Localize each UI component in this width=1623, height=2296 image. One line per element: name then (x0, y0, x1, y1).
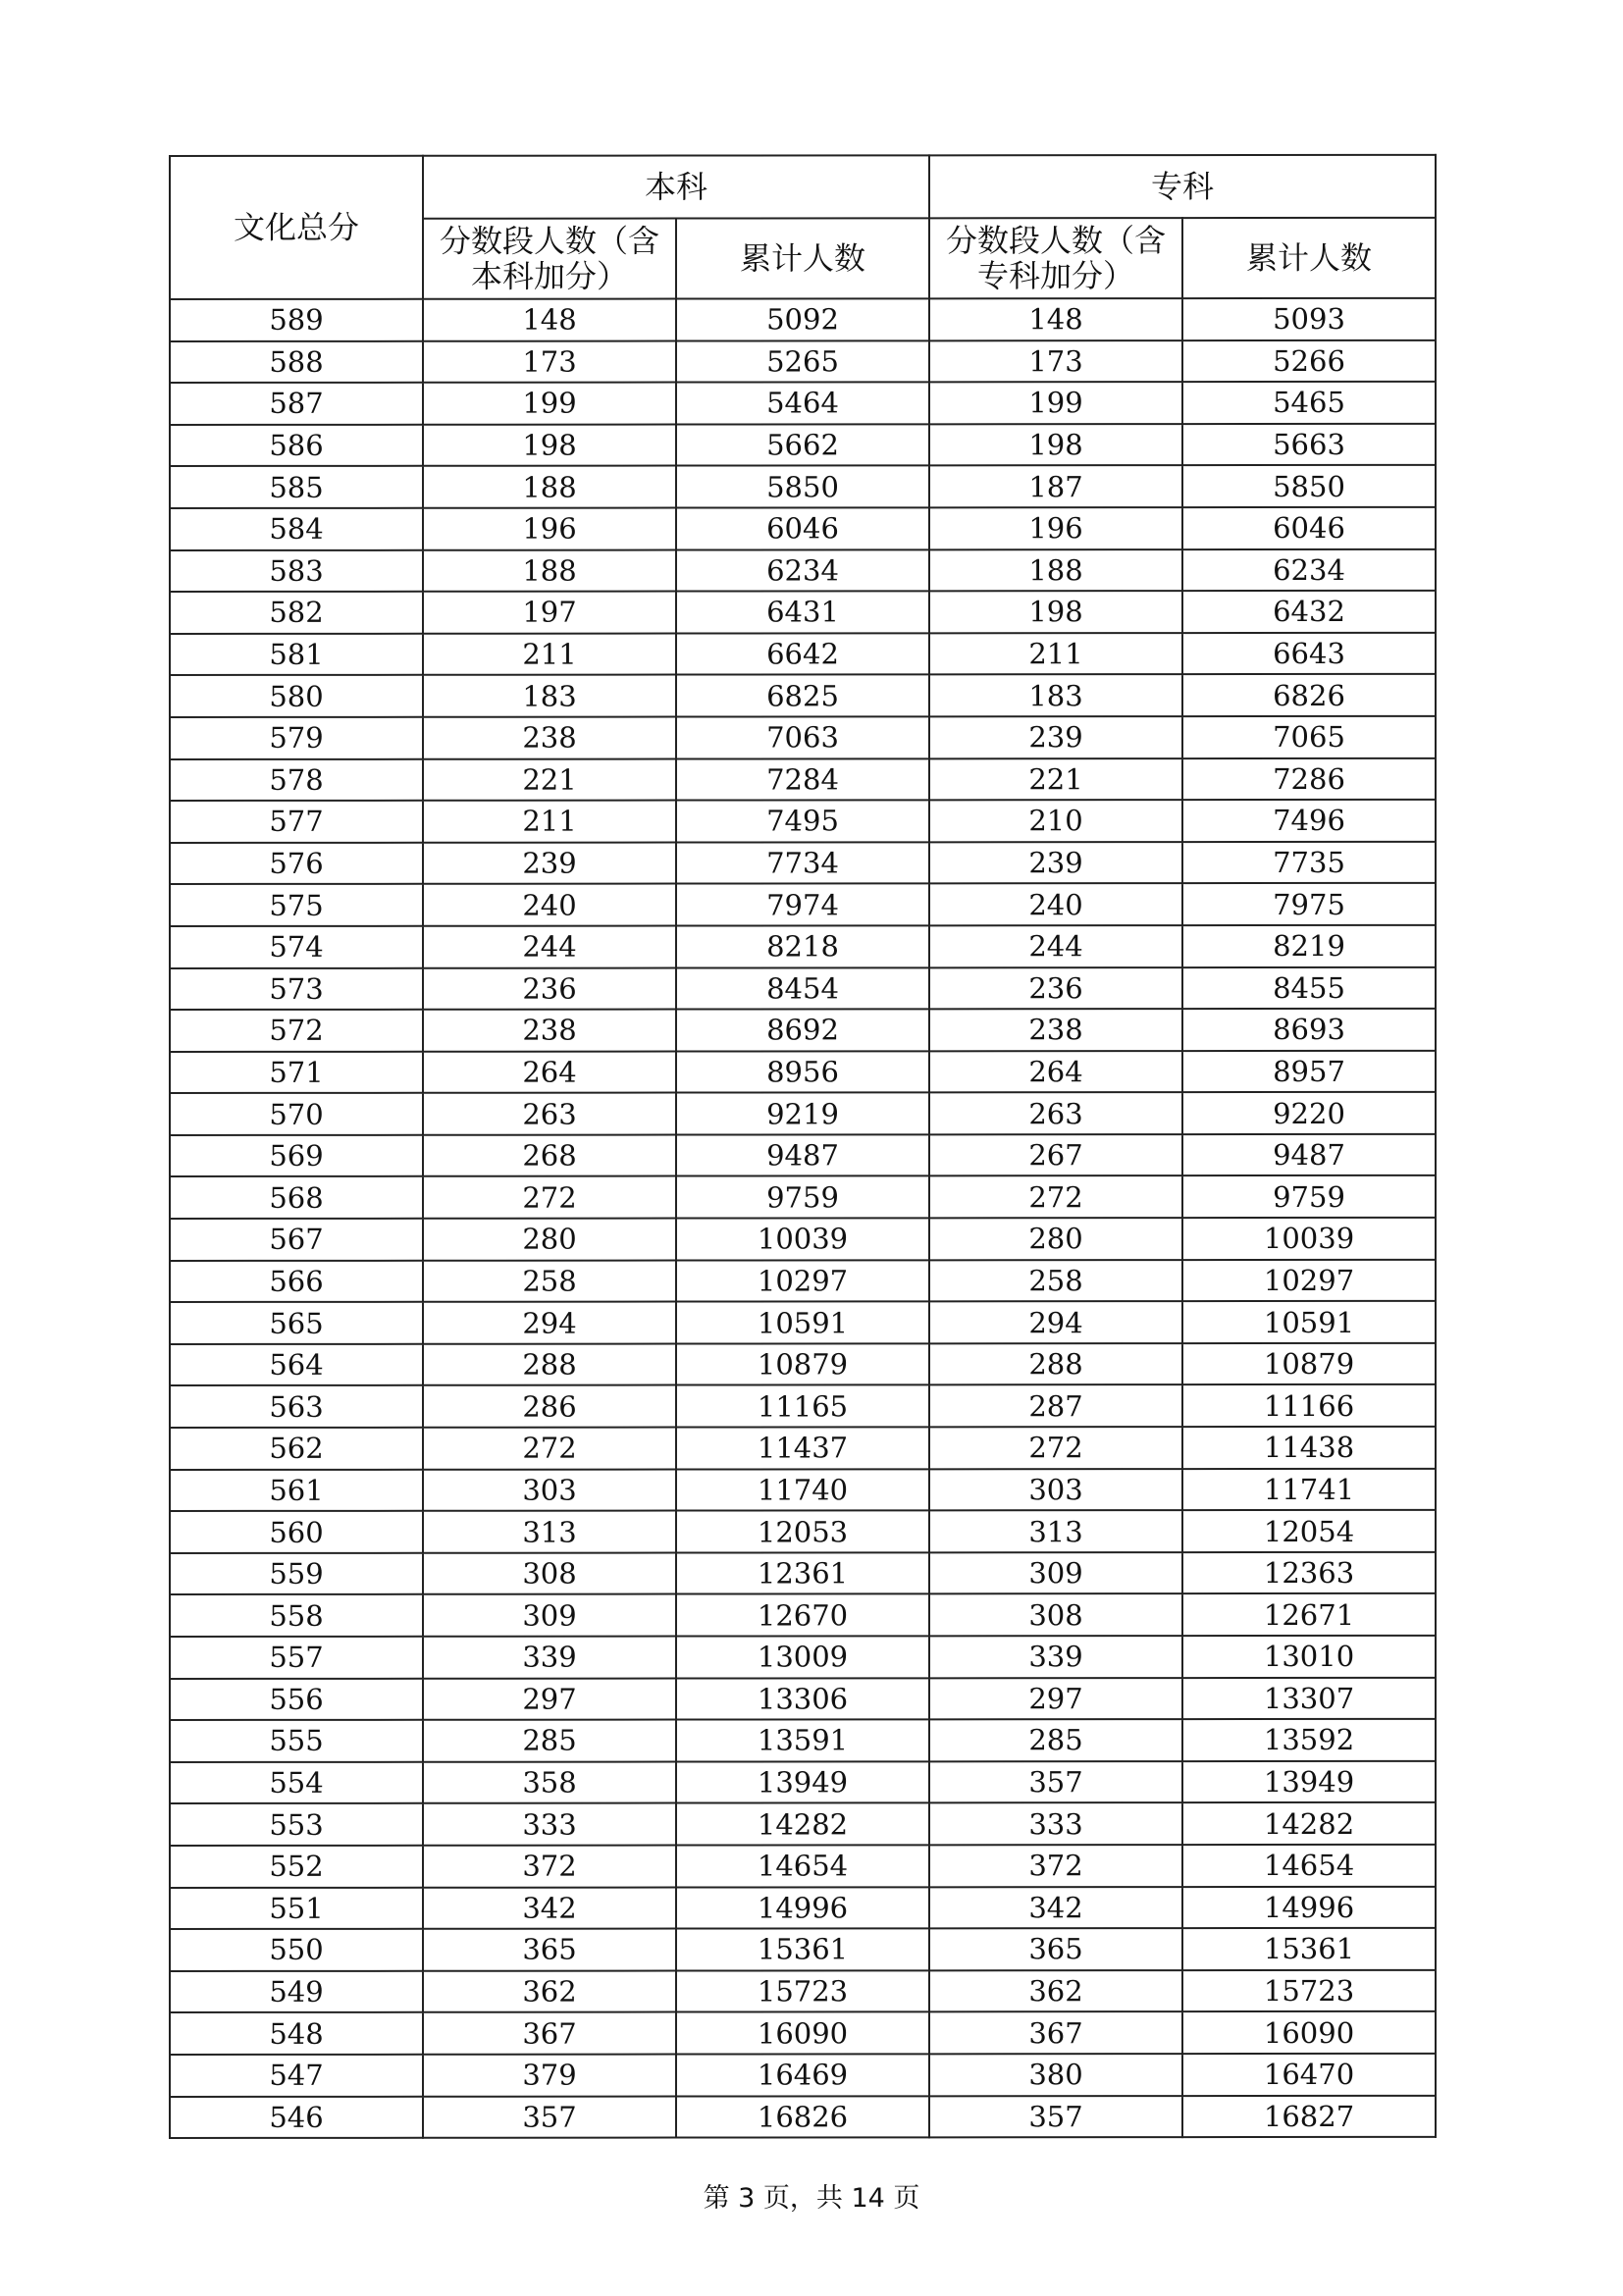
undergrad-segment-cell: 280 (423, 1219, 676, 1261)
table-row (170, 1970, 1436, 2013)
undergrad-cumulative-cell: 16826 (676, 2096, 929, 2138)
junior-cumulative-cell: 11741 (1182, 1468, 1436, 1510)
junior-cumulative-cell: 7065 (1182, 716, 1436, 758)
undergrad-segment-cell: 239 (423, 842, 676, 884)
undergrad-segment-cell: 211 (423, 801, 676, 843)
junior-segment-cell: 221 (929, 758, 1182, 801)
score-cell: 568 (170, 1176, 423, 1219)
table-row (170, 1719, 1436, 1762)
undergrad-segment-cell: 264 (423, 1051, 676, 1093)
table-row (170, 842, 1436, 885)
table-row (170, 716, 1436, 759)
score-cell: 584 (170, 508, 423, 550)
undergrad-cumulative-cell: 6046 (676, 507, 929, 549)
junior-cumulative-cell: 14282 (1182, 1802, 1436, 1845)
table-row (170, 1051, 1436, 1094)
junior-cumulative-cell: 16090 (1182, 2011, 1436, 2054)
junior-segment-cell: 357 (929, 1761, 1182, 1803)
score-cell: 565 (170, 1302, 423, 1344)
undergrad-segment-cell: 183 (423, 675, 676, 717)
undergrad-segment-cell: 285 (423, 1720, 676, 1762)
score-cell: 549 (170, 1971, 423, 2013)
undergrad-cumulative-cell: 8956 (676, 1051, 929, 1093)
score-cell: 561 (170, 1469, 423, 1511)
table-row (170, 966, 1436, 1010)
undergrad-cumulative-cell: 13591 (676, 1720, 929, 1762)
table-row (170, 1092, 1436, 1135)
table-row (170, 1009, 1436, 1052)
undergrad-cumulative-cell: 14282 (676, 1803, 929, 1846)
undergrad-cumulative-cell: 7974 (676, 884, 929, 926)
junior-cumulative-cell: 5465 (1182, 382, 1436, 424)
score-cell: 586 (170, 425, 423, 467)
junior-segment-cell: 287 (929, 1385, 1182, 1428)
undergrad-segment-header-line2: 本科加分） (470, 257, 628, 295)
junior-cumulative-cell: 13592 (1182, 1719, 1436, 1761)
junior-cumulative-cell: 8219 (1182, 925, 1436, 967)
junior-segment-cell: 339 (929, 1636, 1182, 1678)
junior-cumulative-cell: 9220 (1182, 1092, 1436, 1134)
junior-segment-cell: 367 (929, 2011, 1182, 2054)
undergrad-cumulative-cell: 5265 (676, 340, 929, 383)
junior-cumulative-cell: 6046 (1182, 507, 1436, 549)
score-cell: 562 (170, 1428, 423, 1470)
undergrad-cumulative-header: 累计人数 (676, 218, 929, 298)
junior-segment-cell: 380 (929, 2054, 1182, 2096)
undergrad-segment-header (423, 219, 676, 299)
table-row (170, 1677, 1436, 1720)
junior-cumulative-cell: 9759 (1182, 1175, 1436, 1218)
undergrad-cumulative-cell: 16090 (676, 2012, 929, 2055)
junior-segment-cell: 309 (929, 1552, 1182, 1594)
junior-cumulative-cell: 6826 (1182, 674, 1436, 716)
junior-segment-cell: 238 (929, 1009, 1182, 1051)
undergrad-segment-cell: 272 (423, 1428, 676, 1470)
undergrad-cumulative-cell: 13306 (676, 1678, 929, 1720)
undergrad-segment-cell: 196 (423, 508, 676, 550)
undergrad-segment-cell: 221 (423, 758, 676, 801)
score-cell: 567 (170, 1219, 423, 1261)
score-cell: 563 (170, 1385, 423, 1428)
score-cell: 577 (170, 801, 423, 843)
undergrad-segment-cell: 286 (423, 1385, 676, 1428)
table-header (170, 155, 1436, 299)
table-row (170, 883, 1436, 926)
undergrad-cumulative-cell: 9759 (676, 1176, 929, 1219)
undergrad-cumulative-cell: 11165 (676, 1385, 929, 1428)
table-row (170, 800, 1436, 843)
undergrad-segment-cell: 211 (423, 633, 676, 675)
undergrad-segment-cell: 199 (423, 383, 676, 425)
undergrad-segment-cell: 238 (423, 716, 676, 758)
junior-cumulative-cell: 12671 (1182, 1593, 1436, 1636)
undergrad-cumulative-cell: 13009 (676, 1636, 929, 1678)
undergrad-segment-cell: 197 (423, 592, 676, 634)
score-cell: 555 (170, 1720, 423, 1762)
undergrad-segment-cell: 238 (423, 1010, 676, 1052)
junior-cumulative-header: 累计人数 (1182, 218, 1436, 298)
undergrad-segment-cell: 236 (423, 967, 676, 1010)
undergrad-cumulative-cell: 6431 (676, 591, 929, 633)
junior-segment-cell: 188 (929, 549, 1182, 592)
score-cell: 558 (170, 1594, 423, 1637)
undergrad-cumulative-cell: 7495 (676, 800, 929, 842)
score-cell: 569 (170, 1135, 423, 1177)
junior-segment-cell: 285 (929, 1719, 1182, 1761)
table-row (170, 1636, 1436, 1679)
undergrad-cumulative-cell: 8692 (676, 1009, 929, 1051)
page-number: 第 3 页，共 14 页 (703, 2183, 920, 2214)
junior-cumulative-cell: 10297 (1182, 1260, 1436, 1302)
junior-cumulative-cell: 8693 (1182, 1009, 1436, 1051)
score-cell: 575 (170, 884, 423, 926)
score-cell: 574 (170, 926, 423, 968)
junior-cumulative-cell: 7735 (1182, 842, 1436, 884)
score-cell: 550 (170, 1929, 423, 1971)
junior-cumulative-cell: 12054 (1182, 1510, 1436, 1552)
score-cell: 556 (170, 1678, 423, 1720)
undergrad-segment-cell: 263 (423, 1093, 676, 1135)
table-row (170, 298, 1436, 341)
undergrad-segment-cell: 365 (423, 1929, 676, 1971)
score-cell: 570 (170, 1093, 423, 1135)
junior-group-header: 专科 (929, 155, 1436, 218)
junior-cumulative-cell: 7496 (1182, 800, 1436, 842)
junior-segment-cell: 236 (929, 967, 1182, 1010)
junior-segment-cell: 365 (929, 1928, 1182, 1970)
undergrad-cumulative-cell: 8454 (676, 967, 929, 1010)
table-row (170, 674, 1436, 717)
undergrad-segment-cell: 303 (423, 1469, 676, 1511)
junior-cumulative-cell: 7286 (1182, 757, 1436, 800)
score-cell: 566 (170, 1260, 423, 1302)
score-cell: 587 (170, 383, 423, 425)
table-row (170, 633, 1436, 676)
junior-segment-cell: 308 (929, 1594, 1182, 1637)
score-cell: 572 (170, 1010, 423, 1052)
junior-cumulative-cell: 6234 (1182, 548, 1436, 591)
undergrad-cumulative-cell: 12670 (676, 1594, 929, 1637)
junior-segment-cell: 187 (929, 465, 1182, 507)
undergrad-cumulative-cell: 10591 (676, 1302, 929, 1344)
junior-segment-cell: 239 (929, 842, 1182, 884)
junior-segment-cell: 263 (929, 1092, 1182, 1134)
junior-segment-cell: 357 (929, 2096, 1182, 2138)
undergrad-segment-cell: 294 (423, 1302, 676, 1344)
junior-segment-cell: 297 (929, 1678, 1182, 1720)
undergrad-segment-cell: 358 (423, 1761, 676, 1803)
score-column-header: 文化总分 (170, 156, 423, 299)
junior-cumulative-cell: 16827 (1182, 2095, 1436, 2137)
junior-segment-cell: 333 (929, 1802, 1182, 1845)
undergrad-cumulative-cell: 14654 (676, 1845, 929, 1887)
table-row (170, 507, 1436, 550)
table-row (170, 548, 1436, 592)
junior-segment-cell: 272 (929, 1427, 1182, 1469)
undergrad-cumulative-cell: 14996 (676, 1887, 929, 1929)
table-row (170, 1175, 1436, 1219)
score-cell: 546 (170, 2096, 423, 2138)
score-cell: 548 (170, 2012, 423, 2055)
junior-cumulative-cell: 5266 (1182, 339, 1436, 382)
junior-segment-cell: 183 (929, 674, 1182, 716)
junior-cumulative-cell: 5663 (1182, 424, 1436, 466)
score-distribution-table (169, 154, 1437, 2139)
undergrad-cumulative-cell: 10039 (676, 1218, 929, 1260)
junior-segment-cell: 173 (929, 340, 1182, 383)
junior-segment-cell: 198 (929, 424, 1182, 466)
undergrad-segment-cell: 367 (423, 2012, 676, 2055)
undergrad-segment-cell: 288 (423, 1343, 676, 1385)
table-row (170, 1343, 1436, 1386)
undergrad-segment-cell: 297 (423, 1678, 676, 1720)
table-row (170, 382, 1436, 425)
table-row (170, 2011, 1436, 2055)
undergrad-segment-cell: 309 (423, 1594, 676, 1637)
junior-segment-cell: 148 (929, 298, 1182, 340)
junior-cumulative-cell: 6643 (1182, 633, 1436, 675)
junior-cumulative-cell: 10039 (1182, 1218, 1436, 1260)
junior-cumulative-cell: 11438 (1182, 1427, 1436, 1469)
score-cell: 589 (170, 299, 423, 341)
undergrad-cumulative-cell: 8218 (676, 925, 929, 967)
undergrad-cumulative-cell: 13949 (676, 1761, 929, 1803)
undergrad-group-header: 本科 (423, 155, 929, 218)
undergrad-segment-cell: 313 (423, 1511, 676, 1553)
undergrad-cumulative-cell: 5850 (676, 466, 929, 508)
undergrad-cumulative-cell: 9219 (676, 1093, 929, 1135)
score-cell: 576 (170, 842, 423, 884)
undergrad-segment-cell: 244 (423, 925, 676, 967)
undergrad-cumulative-cell: 10879 (676, 1343, 929, 1385)
score-cell: 580 (170, 675, 423, 717)
undergrad-cumulative-cell: 16469 (676, 2054, 929, 2096)
undergrad-cumulative-cell: 15723 (676, 1970, 929, 2012)
junior-segment-cell: 258 (929, 1260, 1182, 1302)
undergrad-segment-cell: 272 (423, 1176, 676, 1219)
junior-cumulative-cell: 14996 (1182, 1886, 1436, 1928)
undergrad-cumulative-cell: 9487 (676, 1134, 929, 1176)
undergrad-segment-cell: 240 (423, 884, 676, 926)
undergrad-cumulative-cell: 6825 (676, 675, 929, 717)
junior-cumulative-cell: 5093 (1182, 298, 1436, 340)
table-row (170, 1468, 1436, 1511)
junior-cumulative-cell: 10879 (1182, 1343, 1436, 1385)
score-cell: 559 (170, 1553, 423, 1595)
score-cell: 552 (170, 1846, 423, 1888)
junior-segment-cell: 313 (929, 1510, 1182, 1552)
undergrad-segment-cell: 173 (423, 340, 676, 383)
table-row (170, 1928, 1436, 1971)
junior-cumulative-cell: 8957 (1182, 1051, 1436, 1093)
junior-cumulative-cell: 7975 (1182, 883, 1436, 925)
junior-segment-cell: 199 (929, 382, 1182, 424)
junior-cumulative-cell: 9487 (1182, 1134, 1436, 1176)
score-cell: 551 (170, 1887, 423, 1929)
table-row (170, 1802, 1436, 1846)
table-row (170, 591, 1436, 634)
undergrad-cumulative-cell: 6642 (676, 633, 929, 675)
junior-segment-cell: 264 (929, 1051, 1182, 1093)
table-row (170, 1593, 1436, 1637)
undergrad-segment-header-line1: 分数段人数（含 (439, 222, 659, 260)
table-row (170, 1134, 1436, 1177)
junior-cumulative-cell: 15361 (1182, 1928, 1436, 1970)
table-row (170, 1260, 1436, 1303)
undergrad-cumulative-cell: 12053 (676, 1511, 929, 1553)
undergrad-cumulative-cell: 10297 (676, 1260, 929, 1302)
undergrad-segment-cell: 372 (423, 1846, 676, 1888)
score-cell: 588 (170, 340, 423, 383)
undergrad-cumulative-cell: 11740 (676, 1469, 929, 1511)
junior-cumulative-cell: 16470 (1182, 2054, 1436, 2096)
junior-segment-cell: 267 (929, 1134, 1182, 1176)
junior-cumulative-cell: 13010 (1182, 1636, 1436, 1678)
table-row (170, 1218, 1436, 1261)
junior-segment-cell: 211 (929, 633, 1182, 675)
undergrad-cumulative-cell: 5464 (676, 383, 929, 425)
undergrad-segment-cell: 342 (423, 1887, 676, 1929)
junior-segment-cell: 362 (929, 1970, 1182, 2012)
undergrad-cumulative-cell: 7063 (676, 716, 929, 758)
junior-segment-header (929, 218, 1182, 298)
table-row (170, 424, 1436, 467)
junior-segment-cell: 372 (929, 1845, 1182, 1887)
score-cell: 581 (170, 634, 423, 676)
junior-cumulative-cell: 13949 (1182, 1761, 1436, 1803)
table-row (170, 1427, 1436, 1470)
score-cell: 557 (170, 1637, 423, 1679)
junior-segment-cell: 196 (929, 507, 1182, 549)
table-row (170, 1301, 1436, 1344)
junior-segment-header-line1: 分数段人数（含 (946, 222, 1167, 260)
undergrad-cumulative-cell: 6234 (676, 549, 929, 592)
undergrad-cumulative-cell: 5662 (676, 424, 929, 466)
junior-segment-cell: 240 (929, 883, 1182, 925)
junior-cumulative-cell: 6432 (1182, 591, 1436, 633)
score-cell: 578 (170, 758, 423, 801)
undergrad-segment-cell: 268 (423, 1134, 676, 1176)
undergrad-segment-cell: 188 (423, 466, 676, 508)
junior-segment-cell: 280 (929, 1218, 1182, 1260)
score-cell: 571 (170, 1051, 423, 1093)
score-cell: 573 (170, 967, 423, 1010)
table-row (170, 1510, 1436, 1553)
junior-cumulative-cell: 14654 (1182, 1845, 1436, 1887)
undergrad-segment-cell: 198 (423, 424, 676, 466)
undergrad-cumulative-cell: 5092 (676, 298, 929, 340)
score-cell: 554 (170, 1762, 423, 1804)
junior-cumulative-cell: 12363 (1182, 1552, 1436, 1594)
junior-cumulative-cell: 5850 (1182, 465, 1436, 507)
table-row (170, 2095, 1436, 2138)
table-row (170, 925, 1436, 968)
junior-cumulative-cell: 10591 (1182, 1301, 1436, 1343)
junior-cumulative-cell: 13307 (1182, 1677, 1436, 1719)
undergrad-cumulative-cell: 12361 (676, 1552, 929, 1594)
score-cell: 582 (170, 592, 423, 634)
junior-segment-cell: 210 (929, 800, 1182, 842)
table-row (170, 1552, 1436, 1595)
junior-cumulative-cell: 15723 (1182, 1970, 1436, 2012)
junior-segment-cell: 342 (929, 1887, 1182, 1929)
junior-segment-cell: 272 (929, 1176, 1182, 1219)
table-row (170, 2054, 1436, 2097)
undergrad-segment-cell: 148 (423, 299, 676, 341)
table-row (170, 339, 1436, 383)
undergrad-segment-cell: 308 (423, 1552, 676, 1594)
undergrad-segment-cell: 362 (423, 1970, 676, 2012)
table-row (170, 1886, 1436, 1929)
table-body (170, 298, 1436, 2138)
junior-segment-cell: 244 (929, 925, 1182, 967)
score-cell: 579 (170, 717, 423, 759)
score-cell: 564 (170, 1344, 423, 1386)
undergrad-segment-cell: 339 (423, 1637, 676, 1679)
score-cell: 553 (170, 1803, 423, 1846)
undergrad-cumulative-cell: 15361 (676, 1928, 929, 1970)
table-row (170, 1845, 1436, 1888)
table-row (170, 465, 1436, 508)
undergrad-cumulative-cell: 11437 (676, 1427, 929, 1469)
undergrad-segment-cell: 188 (423, 549, 676, 592)
score-cell: 585 (170, 466, 423, 508)
score-cell: 583 (170, 549, 423, 592)
undergrad-segment-cell: 379 (423, 2054, 676, 2096)
junior-segment-cell: 288 (929, 1343, 1182, 1385)
undergrad-cumulative-cell: 7284 (676, 758, 929, 801)
score-cell: 560 (170, 1511, 423, 1553)
table-row (170, 1761, 1436, 1804)
undergrad-cumulative-cell: 7734 (676, 842, 929, 884)
junior-segment-cell: 239 (929, 716, 1182, 758)
junior-segment-cell: 198 (929, 591, 1182, 633)
junior-cumulative-cell: 8455 (1182, 966, 1436, 1009)
undergrad-segment-cell: 357 (423, 2096, 676, 2138)
table-row (170, 757, 1436, 801)
junior-segment-header-line2: 专科加分） (977, 257, 1135, 295)
junior-segment-cell: 303 (929, 1469, 1182, 1511)
table-row (170, 1384, 1436, 1428)
score-cell: 547 (170, 2055, 423, 2097)
junior-segment-cell: 294 (929, 1301, 1182, 1343)
junior-cumulative-cell: 11166 (1182, 1384, 1436, 1427)
undergrad-segment-cell: 258 (423, 1260, 676, 1302)
undergrad-segment-cell: 333 (423, 1803, 676, 1846)
